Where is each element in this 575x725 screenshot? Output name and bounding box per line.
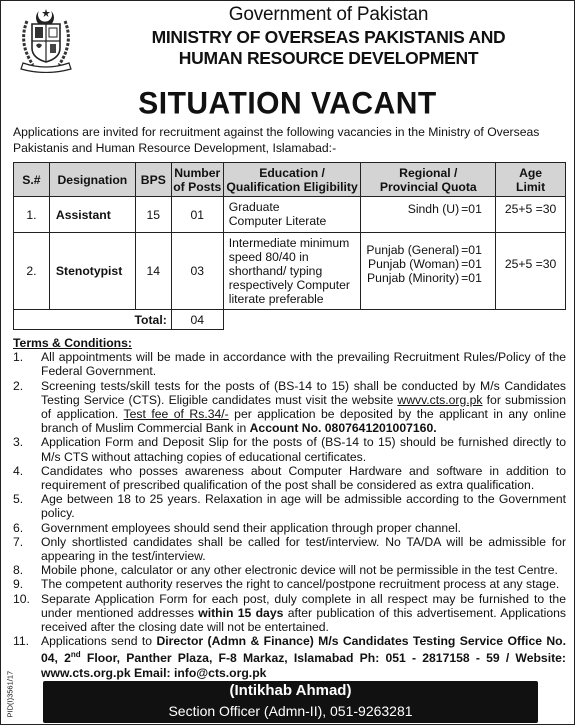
term-item [13, 563, 566, 577]
pakistan-state-emblem-icon [15, 7, 77, 73]
header-sno: S.# [14, 163, 50, 197]
term-text-part: for submission of application. [41, 392, 567, 422]
education-line: respectively Computer [228, 278, 350, 292]
term-text: The competent authority reserves the right to cancel/postpone recruitment process at any stage. [41, 577, 560, 592]
term-number: 2. [13, 378, 24, 393]
header-education-line-2: Qualification Eligibility [226, 179, 358, 194]
row-sno: 2. [14, 233, 50, 310]
term-text: Only shortlisted candidates shall be called for test/interview. No TA/DA will be admissible for appearing in the test/interview. [41, 534, 566, 564]
row-age: 25+5 =30 [496, 197, 566, 233]
total-row [14, 310, 566, 330]
quota-entry [361, 257, 495, 271]
term-text: All appointments will be made in accordance with the prevailing Recruitment Rules/Policy of the Federal Government. [41, 350, 566, 379]
quota-name: Punjab (General) [366, 243, 460, 257]
education-line: Intermediate minimum [228, 236, 350, 250]
header-age-line-1: Age [519, 165, 543, 180]
ordinal-suffix: nd [70, 650, 81, 660]
row-quota [361, 233, 496, 310]
term-text-part: after publication of this advertisement. Applications received after the closing date will not be entertained. [41, 605, 566, 635]
header-education-line-1: Education / [259, 165, 325, 180]
total-label: Total: [14, 310, 172, 330]
table-row [14, 233, 566, 310]
term-text: Candidates who posses awareness about Computer Hardware and software in addition to requirement of prescribed qualification of the post shall be considered as extra qualification. [41, 463, 566, 493]
row-quota [361, 197, 496, 233]
header-posts-line-2: of Posts [173, 179, 222, 194]
term-text-part: per application be deposited by the applicant in any online branch of Muslim Commercial Bank in [41, 407, 566, 436]
header-quota-line-1: Regional / [399, 165, 458, 180]
header-posts [171, 163, 223, 197]
term-text-part: Applications send to [41, 634, 157, 649]
term-text-part: Separate Application Form for each post, duly complete in all respect may be furnished to the under mentioned addresses [41, 591, 566, 620]
row-designation: Stenotypist [49, 233, 135, 310]
term-item [13, 592, 566, 635]
row-designation: Assistant [49, 197, 135, 233]
term-number: 7. [13, 534, 24, 549]
term-item [13, 521, 566, 535]
term-text: Government employees should send their application through proper channel. [41, 520, 462, 535]
header-posts-line-1: Number [174, 165, 221, 180]
publication-code [2, 641, 15, 721]
term-text: Age between 18 to 25 years. Relaxation in age will be admissible according to the Government policy. [41, 492, 566, 521]
situation-vacant-heading: SITUATION VACANT [138, 86, 437, 121]
term-item [13, 379, 566, 436]
address-text: Director (Admn & Finance) M/s Candidates Testing Service Office No. 04, 2 [41, 634, 567, 666]
row-posts: 01 [171, 197, 223, 233]
term-number: 3. [13, 435, 24, 450]
quota-number: =01 [461, 202, 482, 216]
officer-name: (Intikhab Ahmad) [229, 682, 352, 699]
education-line: Computer Literate [228, 214, 327, 228]
term-item [13, 577, 566, 591]
officer-designation: Section Officer (Admn-II), 051-9263281 [168, 703, 413, 719]
term-number: 5. [13, 492, 24, 507]
quota-number: =01 [461, 243, 482, 257]
header [1, 1, 575, 83]
row-education [223, 197, 361, 233]
deadline-text: within 15 days [198, 605, 284, 620]
header-quota-line-2: Provincial Quota [379, 179, 477, 194]
quota-number: =01 [461, 257, 482, 271]
row-bps: 14 [135, 233, 171, 310]
header-designation: Designation [49, 163, 135, 197]
terms-title: Terms & Conditions: [13, 336, 132, 350]
term-item [13, 464, 566, 492]
quota-name: Sindh (U) [407, 202, 460, 216]
education-line: Graduate [228, 200, 280, 214]
government-title: Government of Pakistan [228, 4, 429, 25]
term-number: 6. [13, 520, 24, 535]
row-posts: 03 [171, 233, 223, 310]
education-line: literate preferable [228, 292, 324, 306]
row-education [223, 233, 361, 310]
vacancy-table [13, 162, 566, 330]
term-text [41, 634, 566, 680]
test-fee-text: Test fee of Rs.34/- [123, 407, 229, 422]
term-number: 9. [13, 577, 24, 592]
table-row [14, 197, 566, 233]
header-quota [361, 163, 496, 197]
publication-code-text: PID(I)3561/17 [5, 670, 15, 718]
term-item [13, 634, 566, 680]
header-age [496, 163, 566, 197]
table-header-row [14, 163, 566, 197]
account-number: Account No. 0807641201007160. [249, 421, 437, 436]
education-line: speed 80/40 in [228, 250, 309, 264]
term-number: 11. [13, 634, 30, 649]
term-text: Mobile phone, calculator or any other electronic device will not be permissible in the test Centre. [41, 563, 558, 578]
term-text [41, 379, 566, 436]
quota-number: =01 [461, 271, 482, 285]
header-bps: BPS [135, 163, 171, 197]
term-item [13, 435, 566, 463]
row-bps: 15 [135, 197, 171, 233]
ministry-line-2: HUMAN RESOURCE DEVELOPMENT [178, 48, 479, 68]
term-item [13, 350, 566, 378]
term-number: 10. [13, 591, 30, 606]
row-sno: 1. [14, 197, 50, 233]
term-text [41, 592, 566, 635]
intro-paragraph: Applications are invited for recruitment against the following vacancies in the Ministry of Overseas Pakistanis and Human Resource Development, Islamabad:- [13, 125, 540, 155]
header-education [223, 163, 361, 197]
term-number: 4. [13, 463, 24, 478]
term-item [13, 535, 566, 563]
quota-entry [361, 271, 495, 285]
terms-section [13, 336, 566, 680]
quota-name: Punjab (Minority) [367, 271, 460, 285]
header-age-line-2: Limit [516, 179, 546, 194]
term-number: 1. [13, 350, 24, 365]
cts-website-link[interactable]: wwvv.cts.org.pk [397, 392, 483, 407]
education-line: shorthand/ typing [228, 264, 323, 278]
term-text: Application Form and Deposit Slip for the posts of (BS-14 to 15) should be furnished directly to M/s CTS without attaching copies of educational certificates. [41, 435, 566, 464]
quota-entry [361, 202, 495, 216]
row-age: 25+5 =30 [496, 233, 566, 310]
quota-name: Punjab (Woman) [367, 257, 460, 271]
term-number: 8. [13, 563, 24, 578]
term-text-part: Screening tests/skill tests for the posts of (BS-14 to 15) shall be conducted by M/s Candidates Testing Service (CTS). Eligible candidates must visit the website [41, 378, 566, 407]
address-text: Floor, Panther Plaza, F-8 Markaz, Islamabad Ph: 051 - 2817158 - 59 / Website: www.cts.org.pk Email: info@cts.org.pk [41, 651, 566, 680]
ministry-line-1: MINISTRY OF OVERSEAS PAKISTANIS AND [151, 27, 506, 47]
signature-block [43, 681, 538, 723]
quota-entry [361, 243, 495, 257]
total-value: 04 [171, 310, 223, 330]
ministry-title [91, 27, 566, 69]
term-item [13, 492, 566, 520]
